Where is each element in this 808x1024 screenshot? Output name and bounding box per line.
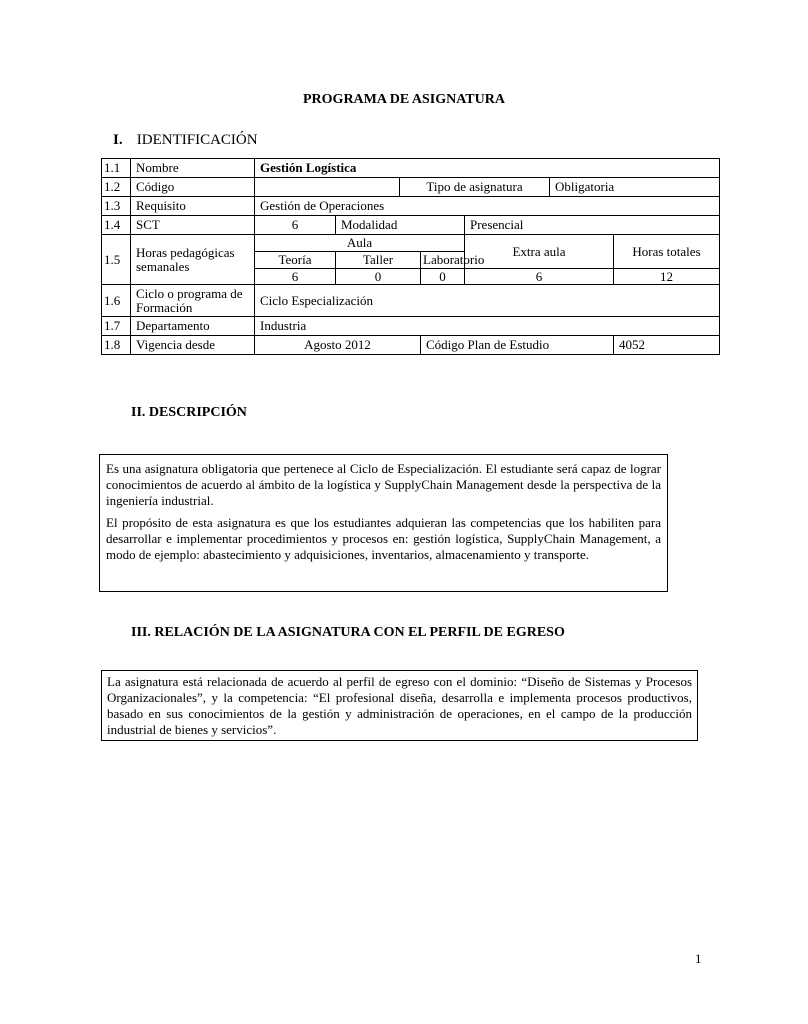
aula-header: Aula <box>255 235 465 252</box>
page-number: 1 <box>695 951 702 966</box>
laboratorio-header: Laboratorio <box>421 252 465 269</box>
table-row <box>102 336 720 355</box>
table-row <box>102 178 720 197</box>
field-label: Modalidad <box>336 216 465 235</box>
taller-value: 0 <box>336 269 421 285</box>
description-paragraph: Es una asignatura obligatoria que pertenece al Ciclo de Especialización. El estudiante será capaz de lograr conocimientos de acuerdo al ámbito de la logística y SupplyChain Management desde la perspectiva de la ingeniería industrial. <box>106 461 661 508</box>
section-identificacion-heading <box>113 132 258 149</box>
requisite-value: Gestión de Operaciones <box>255 197 720 216</box>
validity-value: Agosto 2012 <box>255 336 421 355</box>
laboratorio-value: 0 <box>421 269 465 285</box>
course-name-value: Gestión Logística <box>255 159 720 178</box>
table-row <box>102 216 720 235</box>
field-label: Nombre <box>131 159 255 178</box>
teoria-value: 6 <box>255 269 336 285</box>
row-number: 1.5 <box>102 235 131 285</box>
description-paragraph: El propósito de esta asignatura es que los estudiantes adquieran las competencias que los habiliten para desarrollar e implementar procedimientos y procesos en: gestión logística, SupplyChain Management, a modo de ejemplo: abastecimiento y adquisiciones, inventarios, almacenamiento y transporte. <box>106 515 661 562</box>
table-row <box>102 317 720 336</box>
row-number: 1.7 <box>102 317 131 336</box>
field-label: Código Plan de Estudio <box>421 336 614 355</box>
table-row <box>102 159 720 178</box>
taller-header: Taller <box>336 252 421 269</box>
field-label: Código <box>131 178 255 197</box>
description-box <box>99 454 668 592</box>
perfil-egreso-paragraph: La asignatura está relacionada de acuerdo al perfil de egreso con el dominio: “Diseño de Sistemas y Procesos Organizacionales”, y la competencia: “El profesional diseña, desarrolla e implementa procesos productivos, basado en sus conocimientos de la gestión y administración de operaciones, en el campo de la producción industrial de bienes y servicios”. <box>107 674 692 737</box>
table-row <box>102 285 720 317</box>
extra-aula-header: Extra aula <box>465 235 614 269</box>
department-value: Industria <box>255 317 720 336</box>
row-number: 1.1 <box>102 159 131 178</box>
course-code-value <box>255 178 400 197</box>
perfil-egreso-box <box>101 670 698 741</box>
section-title: IDENTIFICACIÓN <box>136 132 258 148</box>
field-label: Horas pedagógicas semanales <box>131 235 255 285</box>
field-label: Tipo de asignatura <box>400 178 550 197</box>
identification-table <box>101 158 720 355</box>
row-number: 1.8 <box>102 336 131 355</box>
field-label: Requisito <box>131 197 255 216</box>
document-title: PROGRAMA DE ASIGNATURA <box>303 92 505 107</box>
section-descripcion-heading: II. DESCRIPCIÓN <box>131 405 247 420</box>
row-number: 1.3 <box>102 197 131 216</box>
section-perfil-egreso-heading: III. RELACIÓN DE LA ASIGNATURA CON EL PERFIL DE EGRESO <box>131 625 565 640</box>
horas-totales-value: 12 <box>614 269 720 285</box>
section-number: I. <box>113 132 123 148</box>
modality-value: Presencial <box>465 216 720 235</box>
row-number: 1.6 <box>102 285 131 317</box>
study-plan-code-value: 4052 <box>614 336 720 355</box>
course-type-value: Obligatoria <box>550 178 720 197</box>
sct-value: 6 <box>255 216 336 235</box>
field-label: Departamento <box>131 317 255 336</box>
horas-totales-header: Horas totales <box>614 235 720 269</box>
row-number: 1.4 <box>102 216 131 235</box>
field-label: SCT <box>131 216 255 235</box>
teoria-header: Teoría <box>255 252 336 269</box>
table-row <box>102 235 720 252</box>
table-row <box>102 197 720 216</box>
row-number: 1.2 <box>102 178 131 197</box>
field-label: Ciclo o programa de Formación <box>131 285 255 317</box>
cycle-value: Ciclo Especialización <box>255 285 720 317</box>
field-label: Vigencia desde <box>131 336 255 355</box>
extra-aula-value: 6 <box>465 269 614 285</box>
